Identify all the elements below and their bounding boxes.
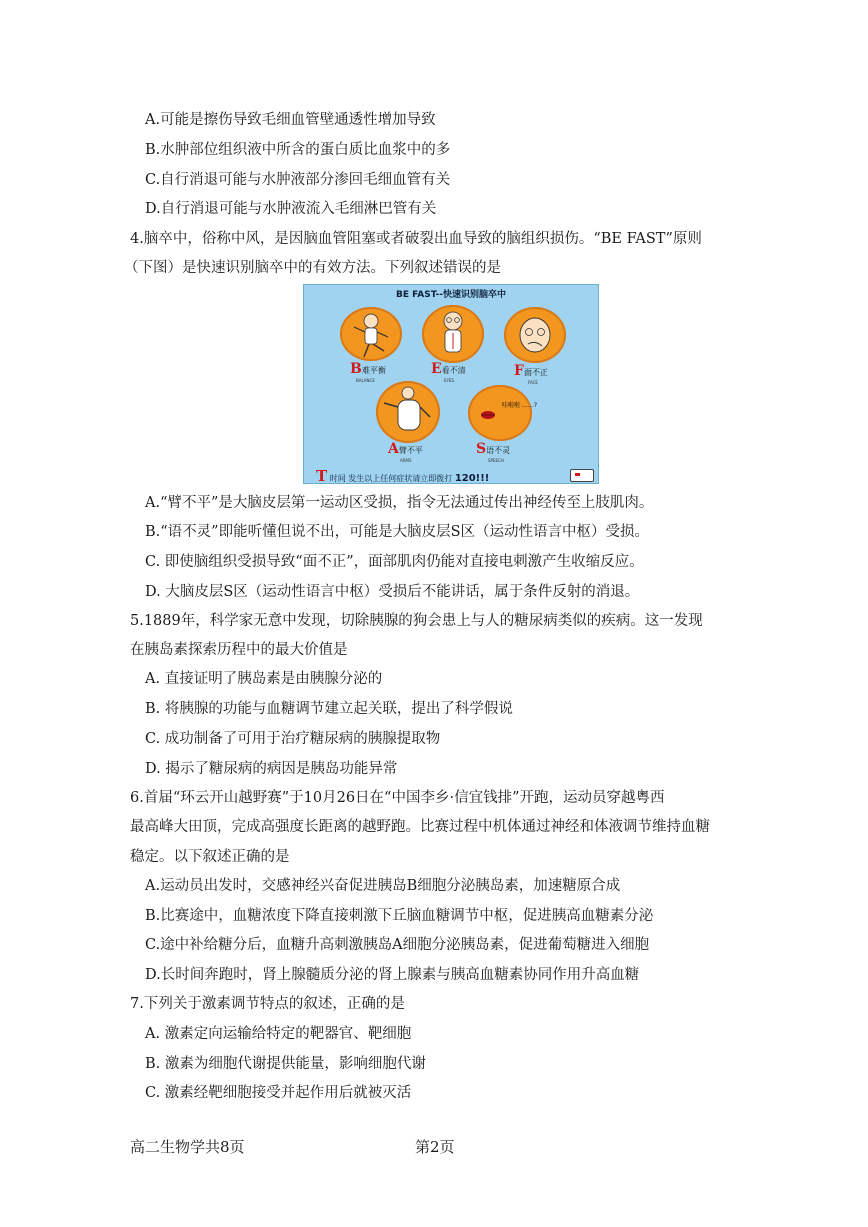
arms-letter: A	[388, 441, 399, 457]
speech-bubble: 哇啦啦 ……?	[502, 402, 538, 409]
q5-stem-line2: 在胰岛素探索历程中的最大价值是	[130, 642, 348, 658]
q4-option-b: B.“语不灵”即能听懂但说不出，可能是大脑皮层S区（运动性语言中枢）受损。	[145, 524, 650, 540]
footer-subject: 高二生物学共8页	[130, 1138, 245, 1156]
footer-page-number: 第2页	[415, 1138, 455, 1156]
eyes-text: 看不清	[441, 366, 466, 375]
q7-option-b: B. 激素为细胞代谢提供能量，影响细胞代谢	[145, 1056, 426, 1072]
q4-option-d: D. 大脑皮层S区（运动性语言中枢）受损后不能讲话，属于条件反射的消退。	[145, 584, 640, 600]
emergency-number: 120!!!	[454, 473, 490, 484]
q6-option-c: C.途中补给糖分后，血糖升高刺激胰岛A细胞分泌胰岛素，促进葡萄糖进入细胞	[145, 937, 650, 953]
q3-option-b: B.水肿部位组织液中所含的蛋白质比血浆中的多	[145, 142, 451, 158]
q4-option-c: C. 即使脑组织受损导致“面不正”，面部肌肉仍能对直接电刺激产生收缩反应。	[145, 554, 644, 570]
figure-title: BE FAST--快速识别脑卒中	[396, 290, 506, 300]
figure-footer	[316, 467, 489, 484]
speech-illustration	[468, 385, 538, 441]
q4-stem-line2: （下图）是快速识别脑卒中的有效方法。下列叙述错误的是	[124, 260, 501, 276]
q5-option-b: B. 将胰腺的功能与血糖调节建立起关联，提出了科学假说	[145, 701, 513, 717]
q3-option-a: A.可能是擦伤导致毛细血管壁通透性增加导致	[145, 112, 436, 128]
q7-option-c: C. 激素经靶细胞接受并起作用后就被灭活	[145, 1085, 412, 1101]
ambulance-icon	[570, 469, 594, 482]
be-fast-figure	[303, 284, 599, 484]
balance-sub: BALANCE	[356, 378, 375, 383]
speech-sub: SPEECH	[488, 458, 504, 463]
balance-illustration	[340, 307, 402, 361]
time-text: 时间 发生以上任何症状请立即拨打	[329, 474, 453, 483]
speech-label	[476, 441, 510, 457]
speech-text: 语不灵	[486, 446, 511, 455]
arms-illustration	[376, 381, 440, 443]
q4-option-a: A.“臂不平”是大脑皮层第一运动区受损，指令无法通过传出神经传至上肢肌肉。	[145, 495, 654, 511]
eyes-illustration	[422, 305, 484, 363]
q6-stem-line2: 最高峰大田顶，完成高强度长距离的越野跑。比赛过程中机体通过神经和体液调节维持血糖	[130, 819, 710, 835]
time-letter: T	[316, 467, 328, 484]
q7-option-a: A. 激素定向运输给特定的靶器官、靶细胞	[145, 1026, 412, 1042]
q6-option-d: D.长时间奔跑时，肾上腺髓质分泌的肾上腺素与胰高血糖素协同作用升高血糖	[145, 967, 640, 983]
q4-stem-line1: 4.脑卒中，俗称中风，是因脑血管阻塞或者破裂出血导致的脑组织损伤。“BE FAST”原则	[130, 231, 702, 247]
eyes-sub: EYES	[444, 378, 455, 383]
q3-option-c: C.自行消退可能与水肿液部分渗回毛细血管有关	[145, 172, 451, 188]
balance-letter: B	[350, 361, 362, 377]
q7-stem: 7.下列关于激素调节特点的叙述，正确的是	[130, 996, 405, 1012]
eyes-label	[431, 361, 466, 377]
q6-option-b: B.比赛途中，血糖浓度下降直接刺激下丘脑血糖调节中枢，促进胰高血糖素分泌	[145, 908, 654, 924]
eyes-letter: E	[431, 361, 442, 377]
q5-option-d: D. 揭示了糖尿病的病因是胰岛功能异常	[145, 761, 398, 777]
q3-option-d: D.自行消退可能与水肿液流入毛细淋巴管有关	[145, 201, 437, 217]
arms-sub: ARMS	[400, 458, 412, 463]
speech-letter: S	[476, 441, 487, 457]
q6-option-a: A.运动员出发时，交感神经兴奋促进胰岛B细胞分泌胰岛素，加速糖原合成	[145, 878, 621, 894]
face-illustration	[504, 307, 566, 363]
q5-stem-line1: 5.1889年，科学家无意中发现，切除胰腺的狗会患上与人的糖尿病类似的疾病。这一发现	[130, 613, 703, 629]
q6-stem-line1: 6.首届“环云开山越野赛”于10月26日在“中国李乡·信宜钱排”开跑，运动员穿越粤西	[130, 790, 665, 806]
balance-text: 难平衡	[361, 366, 386, 375]
balance-label	[350, 361, 386, 377]
q5-option-a: A. 直接证明了胰岛素是由胰腺分泌的	[145, 671, 383, 687]
face-label	[514, 363, 548, 379]
arms-label	[388, 441, 423, 457]
q6-stem-line3: 稳定。以下叙述正确的是	[130, 849, 290, 865]
face-text: 面不正	[523, 368, 548, 377]
face-letter: F	[514, 363, 524, 379]
face-sub: FACE	[528, 380, 538, 385]
arms-text: 臂不平	[398, 446, 423, 455]
q5-option-c: C. 成功制备了可用于治疗糖尿病的胰腺提取物	[145, 731, 441, 747]
